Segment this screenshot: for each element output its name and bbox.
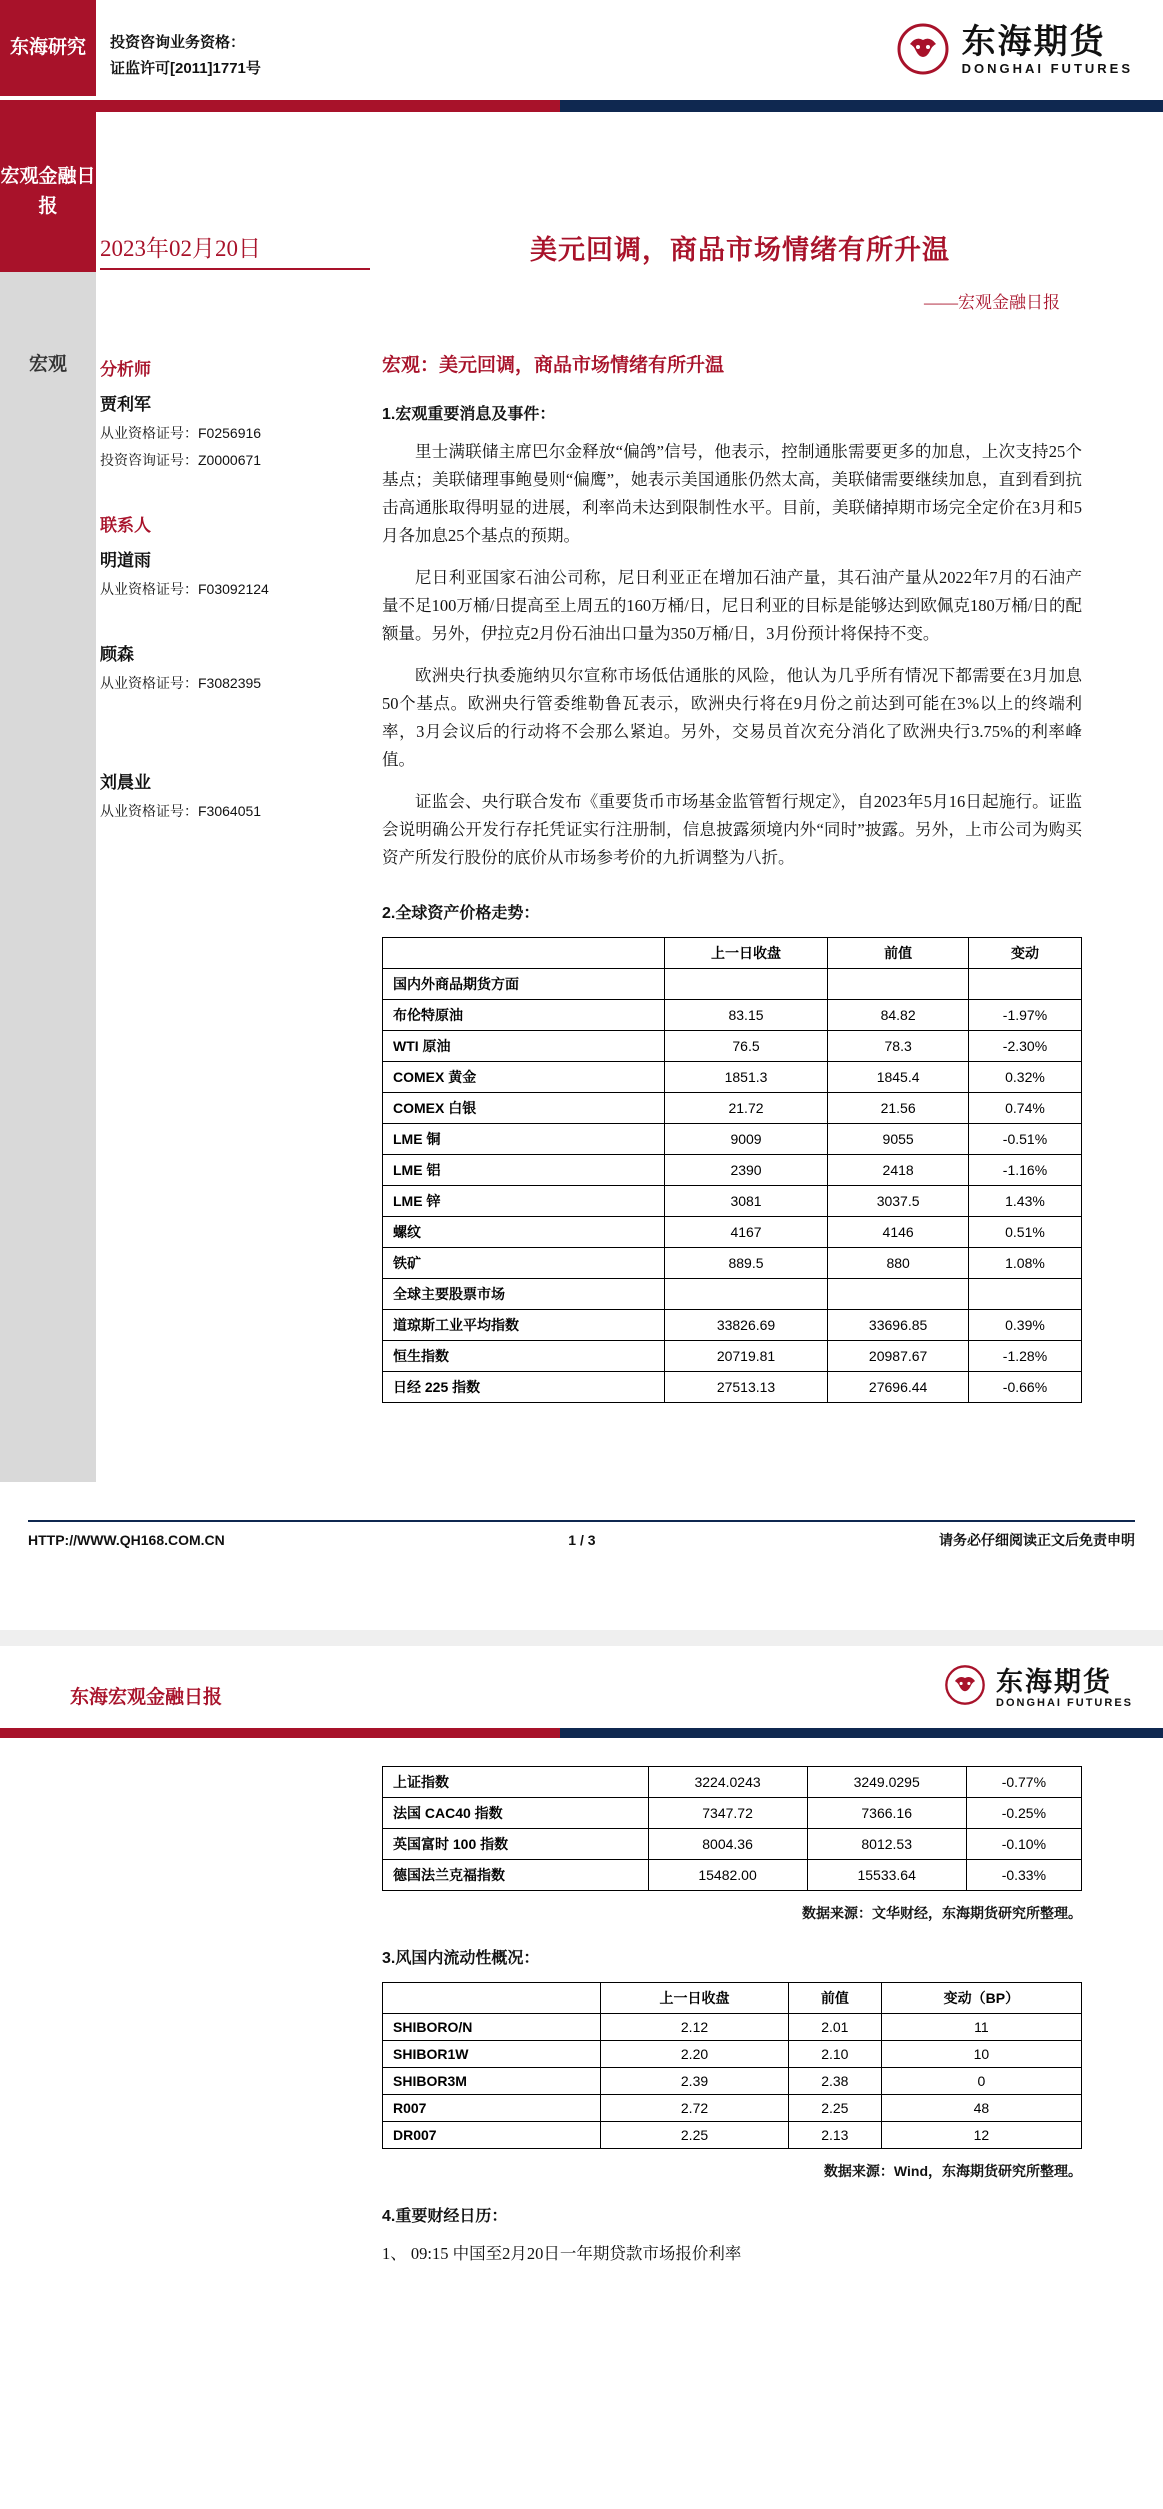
page2-logo-text (996, 1667, 1133, 1709)
contact-license-2: 从业资格证号：F3082395 (100, 675, 262, 691)
footer-divider (28, 1520, 1135, 1522)
row-label: 道琼斯工业平均指数 (383, 1310, 665, 1341)
col-header-close: 上一日收盘 (601, 1983, 789, 2014)
row-change: 0.39% (968, 1310, 1081, 1341)
row-close: 3224.0243 (648, 1767, 807, 1798)
header-rule-red (0, 100, 560, 112)
header-rule-navy (560, 100, 1163, 112)
table-row (383, 2068, 1082, 2095)
row-change: -0.66% (968, 1372, 1081, 1403)
paragraph: 欧洲央行执委施纳贝尔宣称市场低估通胀的风险，他认为几乎所有情况下都需要在3月加息50个基点。欧洲央行管委维勒鲁瓦表示，欧洲央行将在9月份之前达到可能在3%以上的终端利率，3月会议后的行动将不会那么紧迫。另外，交易员首次充分消化了欧洲央行3.75%的利率峰值。 (382, 666, 1082, 769)
row-label: SHIBORO/N (383, 2014, 601, 2041)
row-close: 1851.3 (664, 1062, 828, 1093)
contact-name-1: 明道雨 (100, 551, 151, 570)
row-label: R007 (383, 2095, 601, 2122)
row-prev: 2.25 (788, 2095, 881, 2122)
row-change: 0 (881, 2068, 1081, 2095)
section-heading-3: 3.风国内流动性概况： (382, 1950, 540, 1967)
row-close: 33826.69 (664, 1310, 828, 1341)
row-label: LME 铝 (383, 1155, 665, 1186)
row-close: 7347.72 (648, 1798, 807, 1829)
content-title: 宏观：美元回调，商品市场情绪有所升温 (382, 355, 725, 376)
row-change: -2.30% (968, 1031, 1081, 1062)
col-header-prev: 前值 (828, 938, 969, 969)
row-change: 10 (881, 2041, 1081, 2068)
col-header-close: 上一日收盘 (664, 938, 828, 969)
row-change: -1.28% (968, 1341, 1081, 1372)
row-label: 法国 CAC40 指数 (383, 1798, 649, 1829)
row-close: 889.5 (664, 1248, 828, 1279)
logo-name-en: DONGHAI FUTURES (996, 1696, 1133, 1709)
row-prev: 84.82 (828, 1000, 969, 1031)
row-label: LME 锌 (383, 1186, 665, 1217)
row-prev: 2.01 (788, 2014, 881, 2041)
row-prev: 15533.64 (807, 1860, 966, 1891)
row-label: 日经 225 指数 (383, 1372, 665, 1403)
page2-content (382, 1766, 1082, 2282)
row-change: 1.43% (968, 1186, 1081, 1217)
row-prev: 3249.0295 (807, 1767, 966, 1798)
row-prev: 20987.67 (828, 1341, 969, 1372)
col-header-change: 变动 (968, 938, 1081, 969)
row-prev: 4146 (828, 1217, 969, 1248)
analyst-name: 贾利军 (100, 395, 151, 414)
table-row (383, 1155, 1082, 1186)
row-close: 21.72 (664, 1093, 828, 1124)
section-heading-1: 1.宏观重要消息及事件： (382, 406, 556, 423)
table-row (383, 1860, 1082, 1891)
row-label: 铁矿 (383, 1248, 665, 1279)
row-close: 27513.13 (664, 1372, 828, 1403)
row-close: 2.12 (601, 2014, 789, 2041)
row-close: 2.72 (601, 2095, 789, 2122)
report-date: 2023年02月20日 (100, 236, 261, 261)
contact-license-3: 从业资格证号：F3064051 (100, 803, 262, 819)
row-label: 螺纹 (383, 1217, 665, 1248)
row-prev: 7366.16 (807, 1798, 966, 1829)
row-change: -0.77% (966, 1767, 1081, 1798)
row-close: 76.5 (664, 1031, 828, 1062)
table-row (383, 1798, 1082, 1829)
col-header-prev: 前值 (788, 1983, 881, 2014)
bull-logo-icon (896, 22, 950, 76)
table-row (383, 1186, 1082, 1217)
table-row (383, 1829, 1082, 1860)
table-row (383, 2122, 1082, 2149)
row-label: 英国富时 100 指数 (383, 1829, 649, 1860)
row-change: -0.33% (966, 1860, 1081, 1891)
global-index-continued-table (382, 1766, 1082, 1891)
row-label: COMEX 白银 (383, 1093, 665, 1124)
table-header-row (383, 1983, 1082, 2014)
group-label: 全球主要股票市场 (383, 1279, 665, 1310)
table-row (383, 1124, 1082, 1155)
row-change: -0.10% (966, 1829, 1081, 1860)
table-row (383, 2041, 1082, 2068)
row-label: DR007 (383, 2122, 601, 2149)
section-heading-4: 4.重要财经日历： (382, 2208, 508, 2225)
logo-name-cn: 东海期货 (996, 1666, 1113, 1697)
qualification-line-1: 投资咨询业务资格： (110, 34, 246, 51)
row-prev: 2418 (828, 1155, 969, 1186)
row-label: LME 铜 (383, 1124, 665, 1155)
paragraph: 里士满联储主席巴尔金释放“偏鸽”信号，他表示，控制通胀需要更多的加息，上次支持25个基点；美联储理事鲍曼则“偏鹰”，她表示美国通胀仍然太高，美联储需要继续加息，直到看到抗击高通胀取得明显的进展，利率尚未达到限制性水平。目前，美联储掉期市场完全定价在3月和5月各加息25个基点的预期。 (382, 442, 1082, 545)
calendar-item: 1、 09:15 中国至2月20日一年期贷款市场报价利率 (382, 2244, 742, 2263)
table-header-row (383, 938, 1082, 969)
row-prev: 1845.4 (828, 1062, 969, 1093)
group-label: 国内外商品期货方面 (383, 969, 665, 1000)
page-separator (0, 1630, 1163, 1646)
logo-name-cn: 东海期货 (961, 22, 1106, 61)
row-change: -0.25% (966, 1798, 1081, 1829)
row-label: 布伦特原油 (383, 1000, 665, 1031)
row-change: 0.74% (968, 1093, 1081, 1124)
row-prev: 21.56 (828, 1093, 969, 1124)
col-header-name (383, 1983, 601, 2014)
table-row (383, 1062, 1082, 1093)
row-prev: 2.10 (788, 2041, 881, 2068)
row-prev: 27696.44 (828, 1372, 969, 1403)
contact-name-2: 顾森 (100, 645, 134, 664)
row-close: 2390 (664, 1155, 828, 1186)
row-label: SHIBOR1W (383, 2041, 601, 2068)
table-row (383, 1248, 1082, 1279)
page2-company-logo (944, 1664, 1133, 1711)
page2-header-title: 东海宏观金融日报 (70, 1687, 223, 1708)
company-logo (896, 22, 1133, 76)
row-change: 1.08% (968, 1248, 1081, 1279)
footer-disclaimer: 请务必仔细阅读正文后免责申明 (939, 1532, 1135, 1548)
row-close: 2.20 (601, 2041, 789, 2068)
sidebar-title-block: 宏观金融日报 (0, 112, 96, 272)
row-change: 0.32% (968, 1062, 1081, 1093)
footer-url[interactable]: HTTP://WWW.QH168.COM.CN (28, 1532, 225, 1548)
qualification-line-2: 证监许可[2011]1771号 (110, 60, 261, 77)
analyst-license-2: 投资咨询证号：Z0000671 (100, 452, 262, 468)
row-prev: 3037.5 (828, 1186, 969, 1217)
row-label: SHIBOR3M (383, 2068, 601, 2095)
global-asset-price-table (382, 937, 1082, 1403)
date-underline (100, 268, 370, 270)
table-row (383, 1372, 1082, 1403)
table-row (383, 1341, 1082, 1372)
row-close: 15482.00 (648, 1860, 807, 1891)
analyst-heading: 分析师 (100, 360, 151, 379)
row-prev: 33696.85 (828, 1310, 969, 1341)
row-prev: 8012.53 (807, 1829, 966, 1860)
row-change: -0.51% (968, 1124, 1081, 1155)
row-label: 恒生指数 (383, 1341, 665, 1372)
row-label: 上证指数 (383, 1767, 649, 1798)
contact-heading: 联系人 (100, 516, 151, 535)
page2-rule-red (0, 1728, 560, 1738)
page-footer (28, 1530, 1135, 1550)
row-change: 48 (881, 2095, 1081, 2122)
table-row (383, 2095, 1082, 2122)
row-change: -1.16% (968, 1155, 1081, 1186)
col-header-change: 变动（BP） (881, 1983, 1081, 2014)
analyst-license-1: 从业资格证号：F0256916 (100, 425, 262, 441)
table-row (383, 1217, 1082, 1248)
row-prev: 2.38 (788, 2068, 881, 2095)
row-close: 20719.81 (664, 1341, 828, 1372)
row-change: -1.97% (968, 1000, 1081, 1031)
footer-page-number: 1 / 3 (568, 1532, 596, 1548)
table-group-row (383, 1279, 1082, 1310)
brand-block: 东海研究 (0, 0, 96, 96)
main-content (382, 350, 1082, 1403)
row-prev: 9055 (828, 1124, 969, 1155)
row-close: 9009 (664, 1124, 828, 1155)
row-close: 4167 (664, 1217, 828, 1248)
page2-rule-navy (560, 1728, 1163, 1738)
row-close: 2.39 (601, 2068, 789, 2095)
col-header-name (383, 938, 665, 969)
paragraph: 证监会、央行联合发布《重要货币市场基金监管暂行规定》，自2023年5月16日起施行。证监会说明确公开发行存托凭证实行注册制，信息披露须境内外“同时”披露。另外，上市公司为购买资产所发行股份的底价从市场参考价的九折调整为八折。 (382, 792, 1082, 867)
paragraph: 尼日利亚国家石油公司称，尼日利亚正在增加石油产量，其石油产量从2022年7月的石油产量不足100万桶/日提高至上周五的160万桶/日，尼日利亚的目标是能够达到欧佩克180万桶/日的配额量。另外，伊拉克2月份石油出口量为350万桶/日，3月份预计将保持不变。 (382, 568, 1082, 643)
table-row (383, 1767, 1082, 1798)
table-group-row (383, 969, 1082, 1000)
table-row (383, 1000, 1082, 1031)
row-prev: 2.13 (788, 2122, 881, 2149)
table-row (383, 1031, 1082, 1062)
row-close: 83.15 (664, 1000, 828, 1031)
row-close: 8004.36 (648, 1829, 807, 1860)
data-source-2: 数据来源：Wind，东海期货研究所整理。 (823, 2163, 1082, 2179)
sidebar-category-block (0, 272, 96, 1482)
contact-name-3: 刘晨业 (100, 773, 151, 792)
row-label: WTI 原油 (383, 1031, 665, 1062)
table-row (383, 2014, 1082, 2041)
row-label: COMEX 黄金 (383, 1062, 665, 1093)
document-page-2 (0, 1646, 1163, 2486)
row-change: 0.51% (968, 1217, 1081, 1248)
table-row (383, 1310, 1082, 1341)
liquidity-table (382, 1982, 1082, 2149)
sidebar-category-label: 宏观 (28, 354, 67, 375)
section-heading-2: 2.全球资产价格走势： (382, 905, 540, 922)
row-label: 德国法兰克福指数 (383, 1860, 649, 1891)
contact-license-1: 从业资格证号：F03092124 (100, 581, 269, 597)
row-prev: 880 (828, 1248, 969, 1279)
page-title: 美元回调，商品市场情绪有所升温 (530, 235, 950, 265)
table-row (383, 1093, 1082, 1124)
page-subtitle: ——宏观金融日报 (924, 293, 1060, 312)
logo-name-en: DONGHAI FUTURES (961, 60, 1133, 76)
data-source-1: 数据来源：文华财经，东海期货研究所整理。 (802, 1905, 1082, 1921)
row-close: 2.25 (601, 2122, 789, 2149)
logo-text (962, 23, 1133, 76)
analyst-panel (100, 355, 355, 828)
row-prev: 78.3 (828, 1031, 969, 1062)
qualification-text (110, 30, 440, 82)
row-change: 12 (881, 2122, 1081, 2149)
row-close: 3081 (664, 1186, 828, 1217)
bull-logo-icon (944, 1664, 986, 1711)
row-change: 11 (881, 2014, 1081, 2041)
